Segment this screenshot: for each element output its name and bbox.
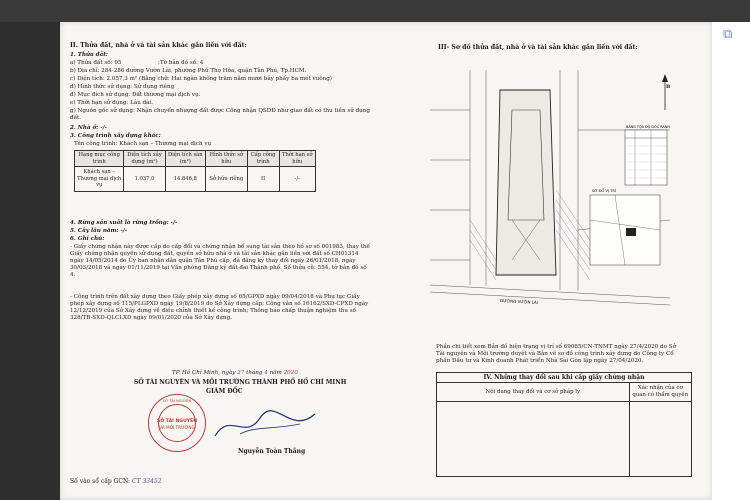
changes-title-row bbox=[437, 373, 692, 383]
seal-mid-text: SỞ TÀI NGUYÊN bbox=[156, 419, 198, 424]
date-month-label: tháng bbox=[246, 370, 263, 376]
map-sheet: ;Tờ bản đồ số: 4 bbox=[158, 60, 204, 66]
use-duration: e) Thời hạn sử dụng: Lâu dài. bbox=[70, 100, 154, 106]
changes-table bbox=[436, 372, 692, 477]
table-header-cell: Thời hạn sở hữu bbox=[279, 151, 316, 167]
official-seal bbox=[148, 394, 206, 452]
road-label: ĐƯỜNG VƯỜN LÀI bbox=[499, 298, 539, 305]
address: b) Địa chỉ: 284-286 đường Vườn Lài, phường Phú Thọ Hòa, quận Tân Phú, Tp.HCM. bbox=[70, 68, 307, 74]
table-cell: Khách sạn – Thương mại dịch vụ bbox=[75, 167, 124, 192]
book-label: Số vào sổ cấp GCN: bbox=[70, 478, 131, 485]
section4-title: IV. Những thay đổi sau khi cấp giấy chứng nhận bbox=[437, 373, 692, 383]
viewer-top-bar bbox=[0, 0, 750, 22]
table-header-cell: Hạng mục công trình bbox=[75, 151, 124, 167]
location-inset bbox=[590, 188, 660, 265]
map-note: Phần chi tiết xem Bản đồ hiện trạng vị trí số 69085/CN-TNMT ngày 27/4/2020 do Sở Tài nguyên và Môi trường duyệt và Bản vẽ sơ đồ công trình xây dựng do Công ty Cổ phần Đầu tư và Kinh doanh Phát triển Nhà Sài Gòn lập ngày 27/04/2020. bbox=[436, 344, 676, 364]
book-value: CT 33452 bbox=[131, 478, 162, 485]
position: GIÁM ĐỐC bbox=[206, 388, 243, 395]
use-purpose: đ) Mục đích sử dụng: Đất thương mại dịch vụ. bbox=[70, 92, 201, 98]
issuer: SỞ TÀI NGUYÊN VÀ MÔI TRƯỜNG THÀNH PHỐ HỒ CHÍ MINH bbox=[134, 379, 347, 386]
certificate-page bbox=[60, 22, 712, 500]
forest-line: 4. Rừng sản xuất là rừng trồng: -/- bbox=[70, 220, 178, 226]
table-header-cell: Diện tích sàn (m²) bbox=[165, 151, 205, 167]
date-month: 4 bbox=[264, 370, 268, 376]
section3-title: III- Sơ đồ thửa đất, nhà ở và tài sản khác gắn liền với đất: bbox=[438, 44, 638, 51]
changes-empty-row bbox=[437, 402, 692, 477]
table-cell: Sở hữu riêng bbox=[205, 167, 247, 192]
table-cell: II bbox=[247, 167, 279, 192]
coordinate-table-caption: BẢNG TỌA ĐỘ GÓC RANH bbox=[626, 125, 670, 129]
viewer-left-margin bbox=[0, 22, 60, 500]
table-cell: 14.846,8 bbox=[165, 167, 205, 192]
parcel-outline bbox=[496, 90, 556, 275]
notes-heading: 6. Ghi chú: bbox=[70, 236, 105, 242]
use-form: d) Hình thức sử dụng: Sử dụng riêng bbox=[70, 84, 175, 90]
table-header-cell: Hình thức sở hữu bbox=[205, 151, 247, 167]
changes-col-confirm: Xác nhận của cơ quan có thẩm quyền bbox=[629, 383, 691, 402]
construction-heading: 3. Công trình xây dựng khác: bbox=[70, 133, 161, 139]
table-header-row bbox=[75, 151, 316, 167]
viewer-right-panel bbox=[712, 22, 750, 500]
map-inset-label: SƠ ĐỒ VỊ TRÍ bbox=[592, 189, 616, 193]
external-link-icon[interactable]: ⧉ bbox=[723, 27, 733, 42]
table-header-cell: Diện tích xây dựng (m²) bbox=[124, 151, 165, 167]
table-header-cell: Cấp công trình bbox=[247, 151, 279, 167]
parcel-number: a) Thửa đất số: 95 bbox=[70, 60, 122, 66]
signature-mark bbox=[210, 406, 320, 446]
area: c) Diện tích: 2.057,3 m² (Bằng chữ: Hai ngàn không trăm năm mươi bảy phẩy ba mét vuông) bbox=[70, 76, 332, 82]
seal-top-text: SỞ TÀI NGUYÊN bbox=[162, 399, 192, 403]
date-year: 2020 bbox=[283, 370, 298, 376]
coordinate-table bbox=[625, 124, 670, 185]
date-year-label: năm bbox=[269, 370, 282, 376]
house-heading: 2. Nhà ở: -/- bbox=[70, 125, 107, 131]
table-cell: -/- bbox=[279, 167, 316, 192]
perennial-line: 5. Cây lâu năm: -/- bbox=[70, 228, 128, 234]
date-day: 27 bbox=[237, 370, 245, 376]
signer-name: Nguyễn Toàn Thắng bbox=[238, 448, 306, 455]
north-label: B bbox=[666, 84, 671, 90]
seal-bottom-text: VÀ MÔI TRƯỜNG bbox=[159, 425, 195, 430]
construction-name: Tên công trình: Khách sạn – Thương mại dịch vụ bbox=[74, 141, 212, 147]
section2-title: II. Thửa đất, nhà ở và tài sản khác gắn liền với đất: bbox=[70, 42, 247, 49]
construction-table bbox=[74, 150, 316, 192]
place-date-prefix: TP. Hồ Chí Minh, ngày bbox=[172, 370, 236, 376]
land-heading: 1. Thửa đất: bbox=[70, 52, 108, 58]
changes-header-row bbox=[437, 383, 692, 402]
table-cell: 1.037,0 bbox=[124, 167, 165, 192]
site-plan-map bbox=[430, 70, 670, 320]
changes-col-content: Nội dung thay đổi và cơ sở pháp lý bbox=[437, 383, 630, 402]
north-arrow-icon bbox=[658, 72, 672, 112]
book-number bbox=[70, 478, 162, 485]
note-2: - Công trình trên đất xây dựng theo Giấy phép xây dựng số 65/GPXD ngày 09/04/2018 và Phụ lục Giấy phép xây dựng số 115/PLGPXD ngày 19/8/2019 do Sở Xây dựng cấp; Công văn số 16162/SXD-CPXD ngày 12/12/2019 của Sở Xây dựng về điều chỉnh thiết kế công trình; Thông báo chấp thuận nghiệm thu số 328/TB-SXD-QLCLXD ngày 09/01/2020 của Sở Xây dựng. bbox=[70, 294, 369, 321]
place-date bbox=[172, 370, 298, 377]
table-row bbox=[75, 167, 316, 192]
note-1: - Giấy chứng nhận này được cấp do cấp đổi và chứng nhận bổ sung tài sản theo hồ sơ số 001983, thay thế Giấy chứng nhận quyền sử dụng đất, quyền sở hữu nhà ở và tài sản khác gắn liền với đất số CH01314 ngày 14/05/2014 do Ủy ban nhân dân quận Tân Phú cấp, đã đăng ký thay đổi ngày 26/01/2018, ngày 30/03/2018 và ngày 01/11/2019 tại Văn phòng Đăng ký đất đai Thành phố. Số thửa cũ: 554, tờ bản đồ số 4. bbox=[70, 244, 370, 278]
use-origin: g) Nguồn gốc sử dụng: Nhận chuyển nhượng đất được Công nhận QSDĐ như giao đất có thu tiền sử dụng đất. bbox=[70, 108, 370, 121]
